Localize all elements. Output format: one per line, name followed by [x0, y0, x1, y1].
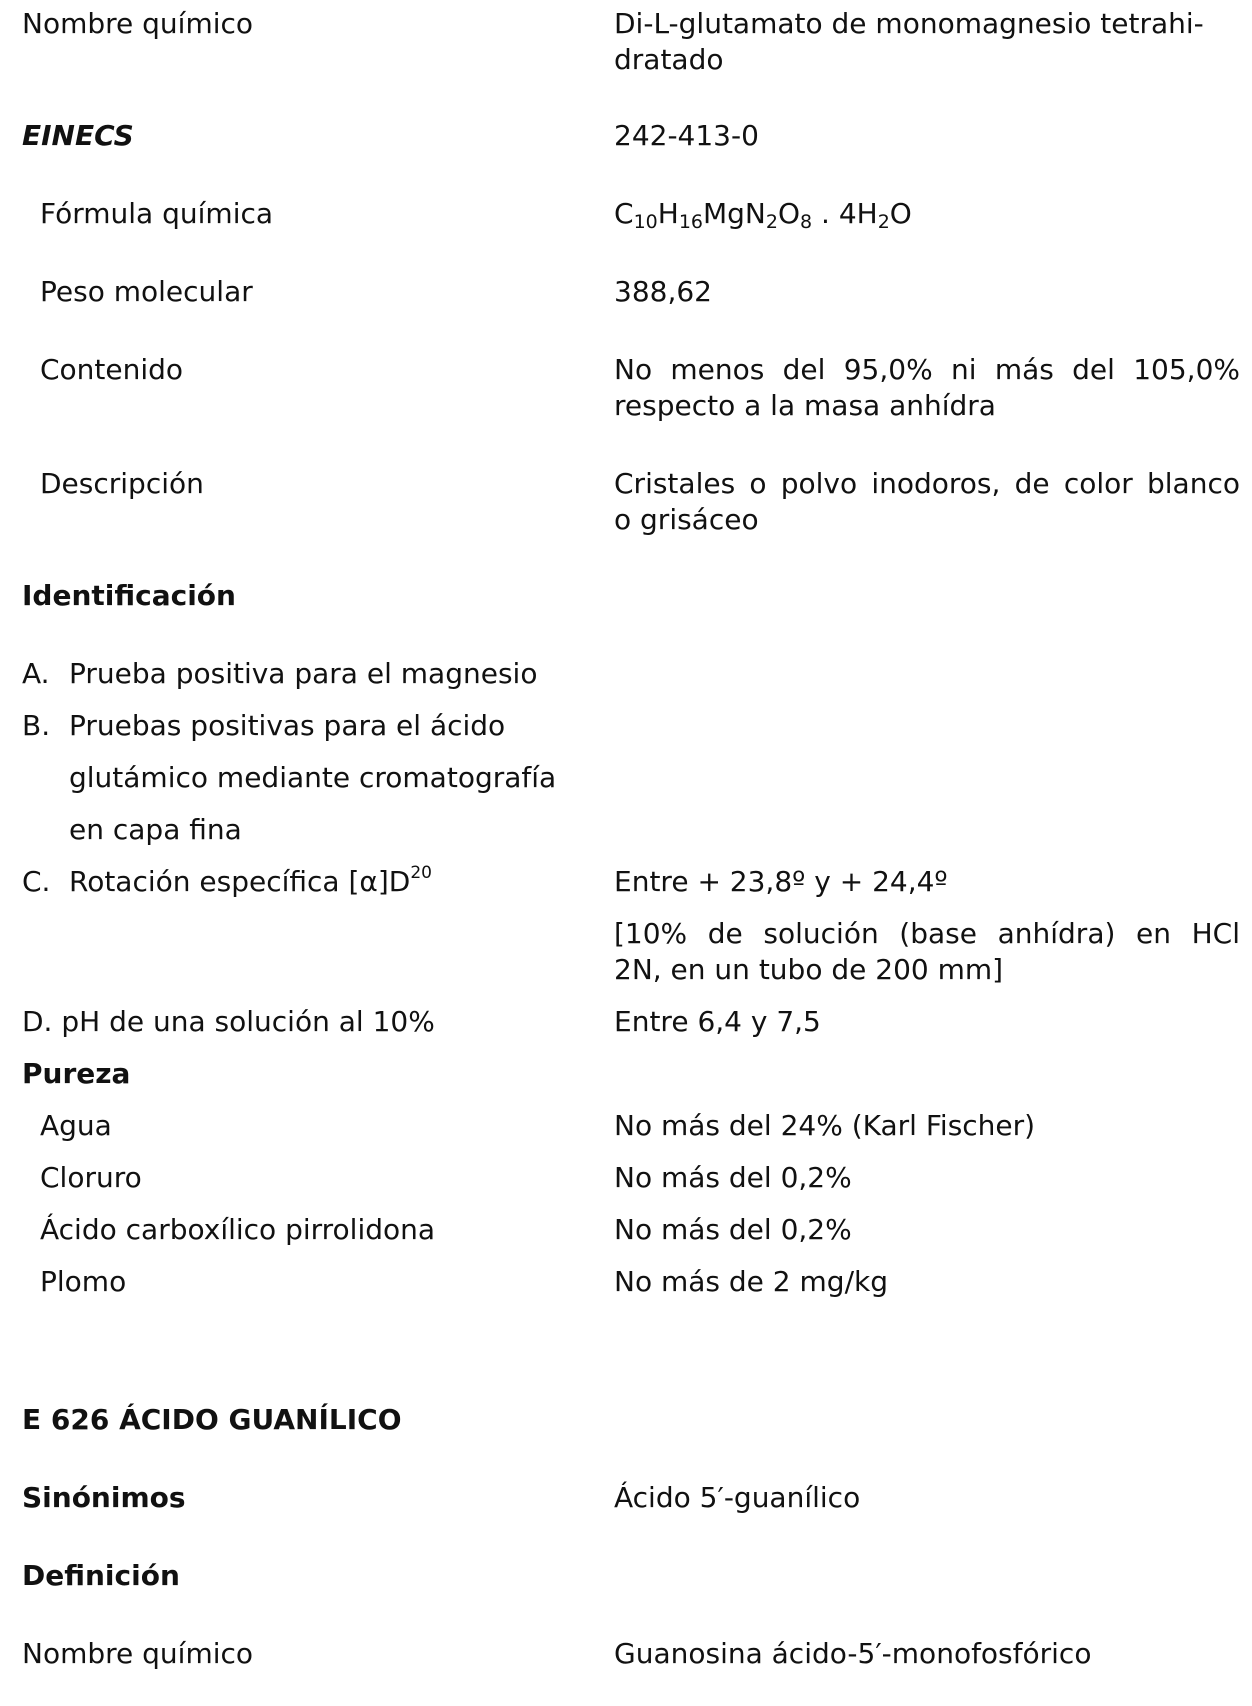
e626-nombre-quimico-label: Nombre químico: [22, 1637, 254, 1670]
pureza-item-value: No más del 0,2%: [614, 1213, 852, 1246]
pureza-item-value: No más de 2 mg/kg: [614, 1265, 888, 1298]
ident-c-text: Rotación específica $[\alpha]D^{20}$: [69, 863, 432, 898]
sinonimos-value: Ácido 5′-guanílico: [614, 1481, 861, 1514]
descripcion-label: Descripción: [40, 467, 204, 500]
pureza-item-label: Ácido carboxílico pirrolidona: [40, 1213, 436, 1246]
descripcion-value-line2: o grisáceo: [614, 503, 759, 536]
contenido-value-line2: respecto a la masa anhídra: [614, 389, 996, 422]
e626-heading: E 626 ÁCIDO GUANÍLICO: [22, 1403, 402, 1436]
ident-b-line2: glutámico mediante cromatografía: [69, 761, 557, 794]
ident-c-note-line1: [10% de solución (base anhídra) en HCl: [614, 917, 1240, 950]
contenido-label: Contenido: [40, 353, 184, 386]
ident-c-marker: C.: [22, 865, 51, 898]
ident-a-marker: A.: [22, 657, 50, 690]
contenido-value-line1: No menos del 95,0% ni más del 105,0%: [614, 353, 1240, 386]
pureza-item-label: Cloruro: [40, 1161, 142, 1194]
einecs-label: EINECS: [22, 119, 134, 152]
ident-b-line1: Pruebas positivas para el ácido: [69, 709, 506, 742]
ident-b-marker: B.: [22, 709, 51, 742]
formula-value: $C_{10}H_{16}MgN_2O_8$ . $4H_2O$: [614, 197, 912, 233]
descripcion-value-line1: Cristales o polvo inodoros, de color blanco: [614, 467, 1240, 500]
identificacion-heading: Identificación: [22, 579, 236, 612]
nombre-quimico-value-line2: dratado: [614, 43, 724, 76]
sinonimos-label: Sinónimos: [22, 1481, 186, 1514]
peso-molecular-value: 388,62: [614, 275, 712, 308]
ident-d-value: Entre 6,4 y 7,5: [614, 1005, 821, 1038]
ident-a-text: Prueba positiva para el magnesio: [69, 657, 538, 690]
ident-b-line3: en capa fina: [69, 813, 242, 846]
definicion-heading: Definición: [22, 1559, 180, 1592]
pureza-item-label: Agua: [40, 1109, 112, 1142]
pureza-item-label: Plomo: [40, 1265, 127, 1298]
nombre-quimico-label: Nombre químico: [22, 7, 254, 40]
pureza-item-value: No más del 0,2%: [614, 1161, 852, 1194]
ident-d-text: D. pH de una solución al 10%: [22, 1005, 435, 1038]
einecs-value: 242-413-0: [614, 119, 759, 152]
pureza-heading: Pureza: [22, 1057, 131, 1090]
formula-label: Fórmula química: [40, 197, 274, 230]
ident-c-value: Entre + 23,8º y + 24,4º: [614, 865, 948, 898]
nombre-quimico-value-line1: Di-L-glutamato de monomagnesio tetrahi-: [614, 7, 1204, 40]
peso-molecular-label: Peso molecular: [40, 275, 253, 308]
ident-c-note-line2: 2N, en un tubo de 200 mm]: [614, 953, 1004, 986]
e626-nombre-quimico-value: Guanosina ácido-5′-monofosfórico: [614, 1637, 1092, 1670]
pureza-item-value: No más del 24% (Karl Fischer): [614, 1109, 1036, 1142]
